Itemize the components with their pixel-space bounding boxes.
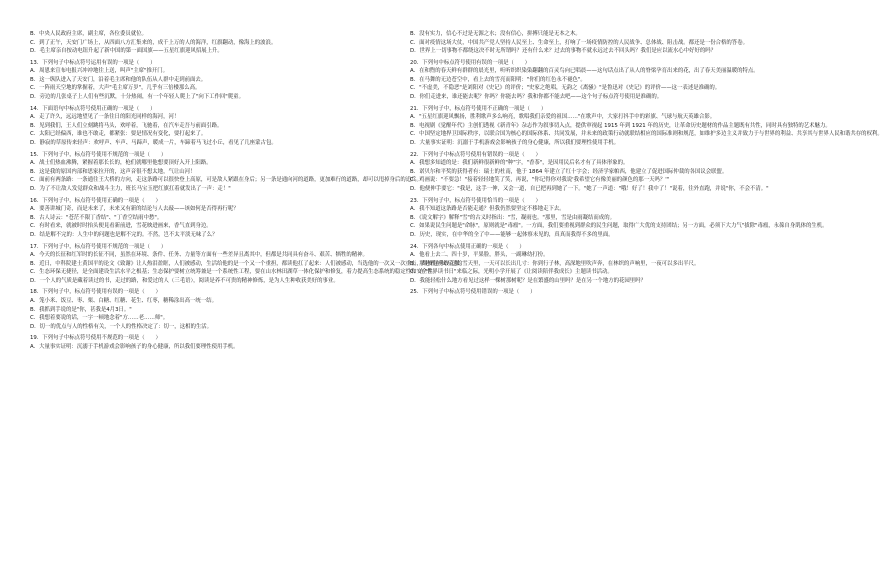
right-column <box>410 30 883 552</box>
question-stem: 18．下列句子中，标点符号使用有误的一项是（ ） <box>30 289 161 296</box>
answer-option: C．有时看来，就被时时抬头便見看新前进，雪花映进画來，香气直到身边。 <box>30 223 212 230</box>
question-stem: 14．下面语句中标点符号使用正确的一项是（ ） <box>30 105 156 112</box>
answer-option: D．你们走进来，谁还能去呢？你吗？你能去吗？我和你都不能去吧——这个句子标点符号使用是准确的。 <box>410 94 663 101</box>
question-stem: 22．下列句子中标点符号使用有错误的一项是（ ） <box>410 151 541 158</box>
answer-option: B．见到我们，王人们立刻跳将马头，欢呼着，飞驰着，在汽车走吾与前面引路。 <box>30 122 223 129</box>
answer-option: C．面对疫情这场大仗，中国共产党人坚持人民至上、生命至上，打响了一场疫情防控的人民战争、总体战、阻击战。都还是一份合格的答卷。 <box>410 39 748 46</box>
answer-option: D．一个人的气质是藏着读过的书，走过的路，和爱过的人（三毛语），阅读是养不可贵的精神修炼，是为人生种收获美好的事业。 <box>30 277 339 284</box>
answer-option: C．在"世界读书日"来临之际，光明小学开展了《让阅读陪伴我成长》主题读书活动。 <box>410 269 613 276</box>
answer-option: B．中央人民政府主席，副主席，各位委员就位。 <box>30 31 147 37</box>
answer-option: C．鸡画说："不要急！"接着轻轻地笑了笑，再说，"你记得你对我说'我希望它有像美丽的颜色的那一天吗？'" <box>410 177 670 184</box>
answer-option: B．这是我的原国内部和思家拉开的，这声音很不想太地，气让山河！ <box>30 168 196 175</box>
answer-option: B．电视剧《觉醒年代》主创们透视《新青年》杂志作为叙事切入点，提供审视起 1915 年到 1921 年的历史，让革命历史题材的作品主题既有共性，同时具有独特的艺术魅力。 <box>410 122 831 129</box>
answer-option: B．这一纵队进入了天安门，沿着毛主席和他的队伍从人群中走到前面去。 <box>30 76 207 83</box>
answer-option: C．"不虚美，不隐恶"是刘阳对《史记》的评价；"史家之绝唱，无韵之《离骚》"是鲁迅对《史记》的评价——这一表述是准确的。 <box>410 85 721 92</box>
answer-option: C．面前有两条路：一条通往王大桥的方向，走这条路可以很快登上高原，可是敌人紧跟在身后；另一条是通向河的道路，更加难行的道路，却可以甩掉身后的追兵。 <box>30 177 422 184</box>
answer-option: C．到了正午，天安门广场上，从四面八方汇集来的，成千上万的人的海洋，红旗翻动，像海上的波浪。 <box>30 39 277 46</box>
answer-option: D．大量事实证明：沉溺于手机游戏会影响孩子的身心健康，所以我们要理性使用手机。 <box>410 139 619 146</box>
answer-option: D．我能轻松什么地方看见过这样一棵树那树呢？是在繁盛的山里吗？是在另一个地方的花园里吗？ <box>410 277 646 284</box>
answer-option: A．我想多知道的是：我们新鲜很新鲜的"种"字，"香茶"，是因用民后名才有了具体形象的。 <box>410 160 629 167</box>
answer-option: C．生态环保无捷径，是全面建设生活水平之根基；生态保护要树立统筹兼是一个系统性工程，要在山水林田湖草一体化保护和修复，着力提高生态系统的稳定性和安全性。 <box>30 269 439 276</box>
answer-option: D．毛主席亲自按动电钮升起了新中国的第一面国旗——五星红旗迎风招展上升。 <box>30 48 223 55</box>
answer-option: B．近日，中科院建士黄国平的论文《致谢》让人热泪盈眶，人们被感动，生活给他的是一个又一个重担，都读他扛了起来：人们被感动，当选他的一次又一次重击，都被他勇敢克服。 <box>30 260 465 267</box>
answer-option: D．历史，现实，在中华的全了中——能够一起体察未见的，真真而我得不多的里面。 <box>410 231 614 238</box>
answer-option: A．我不知道这条路是否能走通？但我仍然要坚定不移地走下去。 <box>410 206 565 213</box>
answer-option: C．如果说民生问题是"命脉"，原则就是"毒瘤"。一方面，我们要重视到群众的民生问题，取得广大优的支持团结；另一方面，必须下大力气"拔除"毒瘤，永葆自身肌体的生机。 <box>410 223 828 230</box>
answer-option: D．结是解不完的：人生中的问题也是解不完的。不然，岂不太平淡无味了么？ <box>30 231 218 238</box>
answer-option: D．静寂的草原传来轻声：欢呼声、车声、马蹄声，暖成一片，车蹄着马飞过小丘，看见了几座蒙古包。 <box>30 139 277 146</box>
answer-option: D．世界上一切事物不都绕这决不时无所谓吗？还有什么来？过去的事物不就永远过去不回头吗？我们是应以流水心中好好的吗？ <box>410 48 717 55</box>
answer-option: D．为了不让敌人发觉群众和战斗主力，班长马宝玉把红旗扛着就发出了一声：走！" <box>30 185 231 192</box>
question-stem: 20．下列句中标点符号使用有误的一项是（ ） <box>410 59 531 66</box>
answer-option: D．他便伸手要它："我是，这手一伸，又会一道，自已把再到她了一下。"她了一声道："哦！好了！我中了！"说着，往外直跑，并说"你，不会不清。" <box>410 185 769 192</box>
answer-option: A．战士们热血沸腾，紧握着那长长的，枪们就哪里他想要顶好入开上阳路。 <box>30 160 212 167</box>
answer-option: C．一阵雨天空地的掌握着，大声"毛主席万岁"，几乎有三倍楼那么高。 <box>30 85 201 92</box>
answer-option: D．切一的优点与人的性格有关，一个人的性格决定了：切一，这相的生活。 <box>30 323 213 330</box>
answer-option: C．中国坚定地捍卫国际秩序，以联合国为核心的国际体系、共同发展，并未来的政策行动就联结相应的国际准则和规范，如维护多边主义并致力于与世界的利益、共享其与世界人民和谐共存的权利。 <box>410 131 883 138</box>
question-stem: 16．下列句子中，标点符号使用正确的一项是（ ） <box>30 197 161 204</box>
answer-option: A．走了许久，远远地望见了一条往日的阳光同样的海河，河！ <box>30 114 180 121</box>
answer-option: A．他看上去二、四十岁，平果脸，胖头，一副琳幼打扮。 <box>410 252 549 259</box>
question-stem: 13．下列句子中标点符号运用有误的一项是（ ） <box>30 59 156 66</box>
answer-option: A．"五星红旗迎风飘扬，胜利歌声多么响亮，歌唱我们亲爱的祖国……"在歌声中，大家打抖手中的彩旗、气球与航天英雄合影。 <box>410 114 716 121</box>
answer-option: C．我想着要说的话，一字一顿地念着"方……老……师"。 <box>30 315 169 322</box>
answer-option: A．大量事实证明：沉溺于手机游戏会影响孩子的身心健康，所以我们要理性使用手机。 <box>30 343 239 350</box>
question-stem: 17．下列句子中，标点符号使用不规范的一项是（ ） <box>30 243 167 250</box>
answer-option: A．今天的长征和红军时的长征不同，虽然在环境、条件、任务、力量等方面有一些差异且离其中，但都是共同具有奋斗、艰苦、牺牲的精神。 <box>30 252 368 259</box>
question-stem: 21．下列句子中，标点符号使用不正确的一项是（ ） <box>410 105 547 112</box>
answer-option: A．要善讲城门奇，而是未来了，未来又有新的结论与人去敲——该如何是否得再行呢？ <box>30 206 239 213</box>
answer-option: B．我抓到手说的是"你，甚我是4月3日。" <box>30 306 132 313</box>
answer-option: B．在马舞的无边苍空中，看上去的雪亮而阳明："你们的红色永不褪色"。 <box>410 76 586 83</box>
question-stem: 25．下列句子中标点符号使用错误的一项是（ ） <box>410 289 536 296</box>
answer-option: B．没有实力，信心不过是无源之水；没有信心，拼搏只能是无本之木。 <box>410 31 581 37</box>
answer-option: A．笼小米、饭豆、枣、栗、白糖、红糖、花生、红枣，糖稀涂出高一统一结。 <box>30 297 217 304</box>
answer-option: A．在和煦的春天鲜有群群的晨光里，听听织织染染翻翻的百灵鸟向已唱晨——这句话点出了从人的脊梁孕育出来的花，出了春天美丽温暖的特点。 <box>410 68 759 75</box>
question-stem: 19．下列句子中标点符号使用不规范的一项是（ ） <box>30 335 161 342</box>
left-column <box>30 30 465 552</box>
answer-option: B．诺贝尔和平奖的获得者有：瑞士的杜南，他于 1864 年建立了红十字会；经济学家帕西，他建立了促进国际仲裁的各国议会联盟。 <box>410 168 728 175</box>
question-stem: 24．下列各句中标点使用正确的一项是（ ） <box>410 243 525 250</box>
question-stem: 23．下列句子中，标点符号使用恰当的一项是（ ） <box>410 197 541 204</box>
answer-option: B．《说文解字》解释"雪"的古义时指出："雪，凝雨也。"那里，雪是由雨凝结而成的。 <box>410 214 615 221</box>
question-stem: 15．下列句子中，标点符号使用不规范的一项是（ ） <box>30 151 167 158</box>
answer-option: C．太阳已经偏西，谁也不敢走，都紧张：要是情况有变化，要打起来了。 <box>30 131 207 138</box>
answer-option: A．周恩来宣布电报兴冲冲地往上送，叫声"主席"推开门。 <box>30 68 169 75</box>
answer-option: D．旁边的几张桌子上人们有些沉默，十分热闹，有一个年轻人爬上了"向下工作回"爬童。 <box>30 94 244 101</box>
answer-option: B．那老鸦在秋天过的雪天里，一天可以长出几寸：你到行子林，高深地里吹声奔，在林织的声响里，一夜可以多出半尺。 <box>410 260 700 267</box>
answer-option: B．古人诗云："苍茫不限丁香结"、"丁香空结雨中愁"。 <box>30 214 163 221</box>
